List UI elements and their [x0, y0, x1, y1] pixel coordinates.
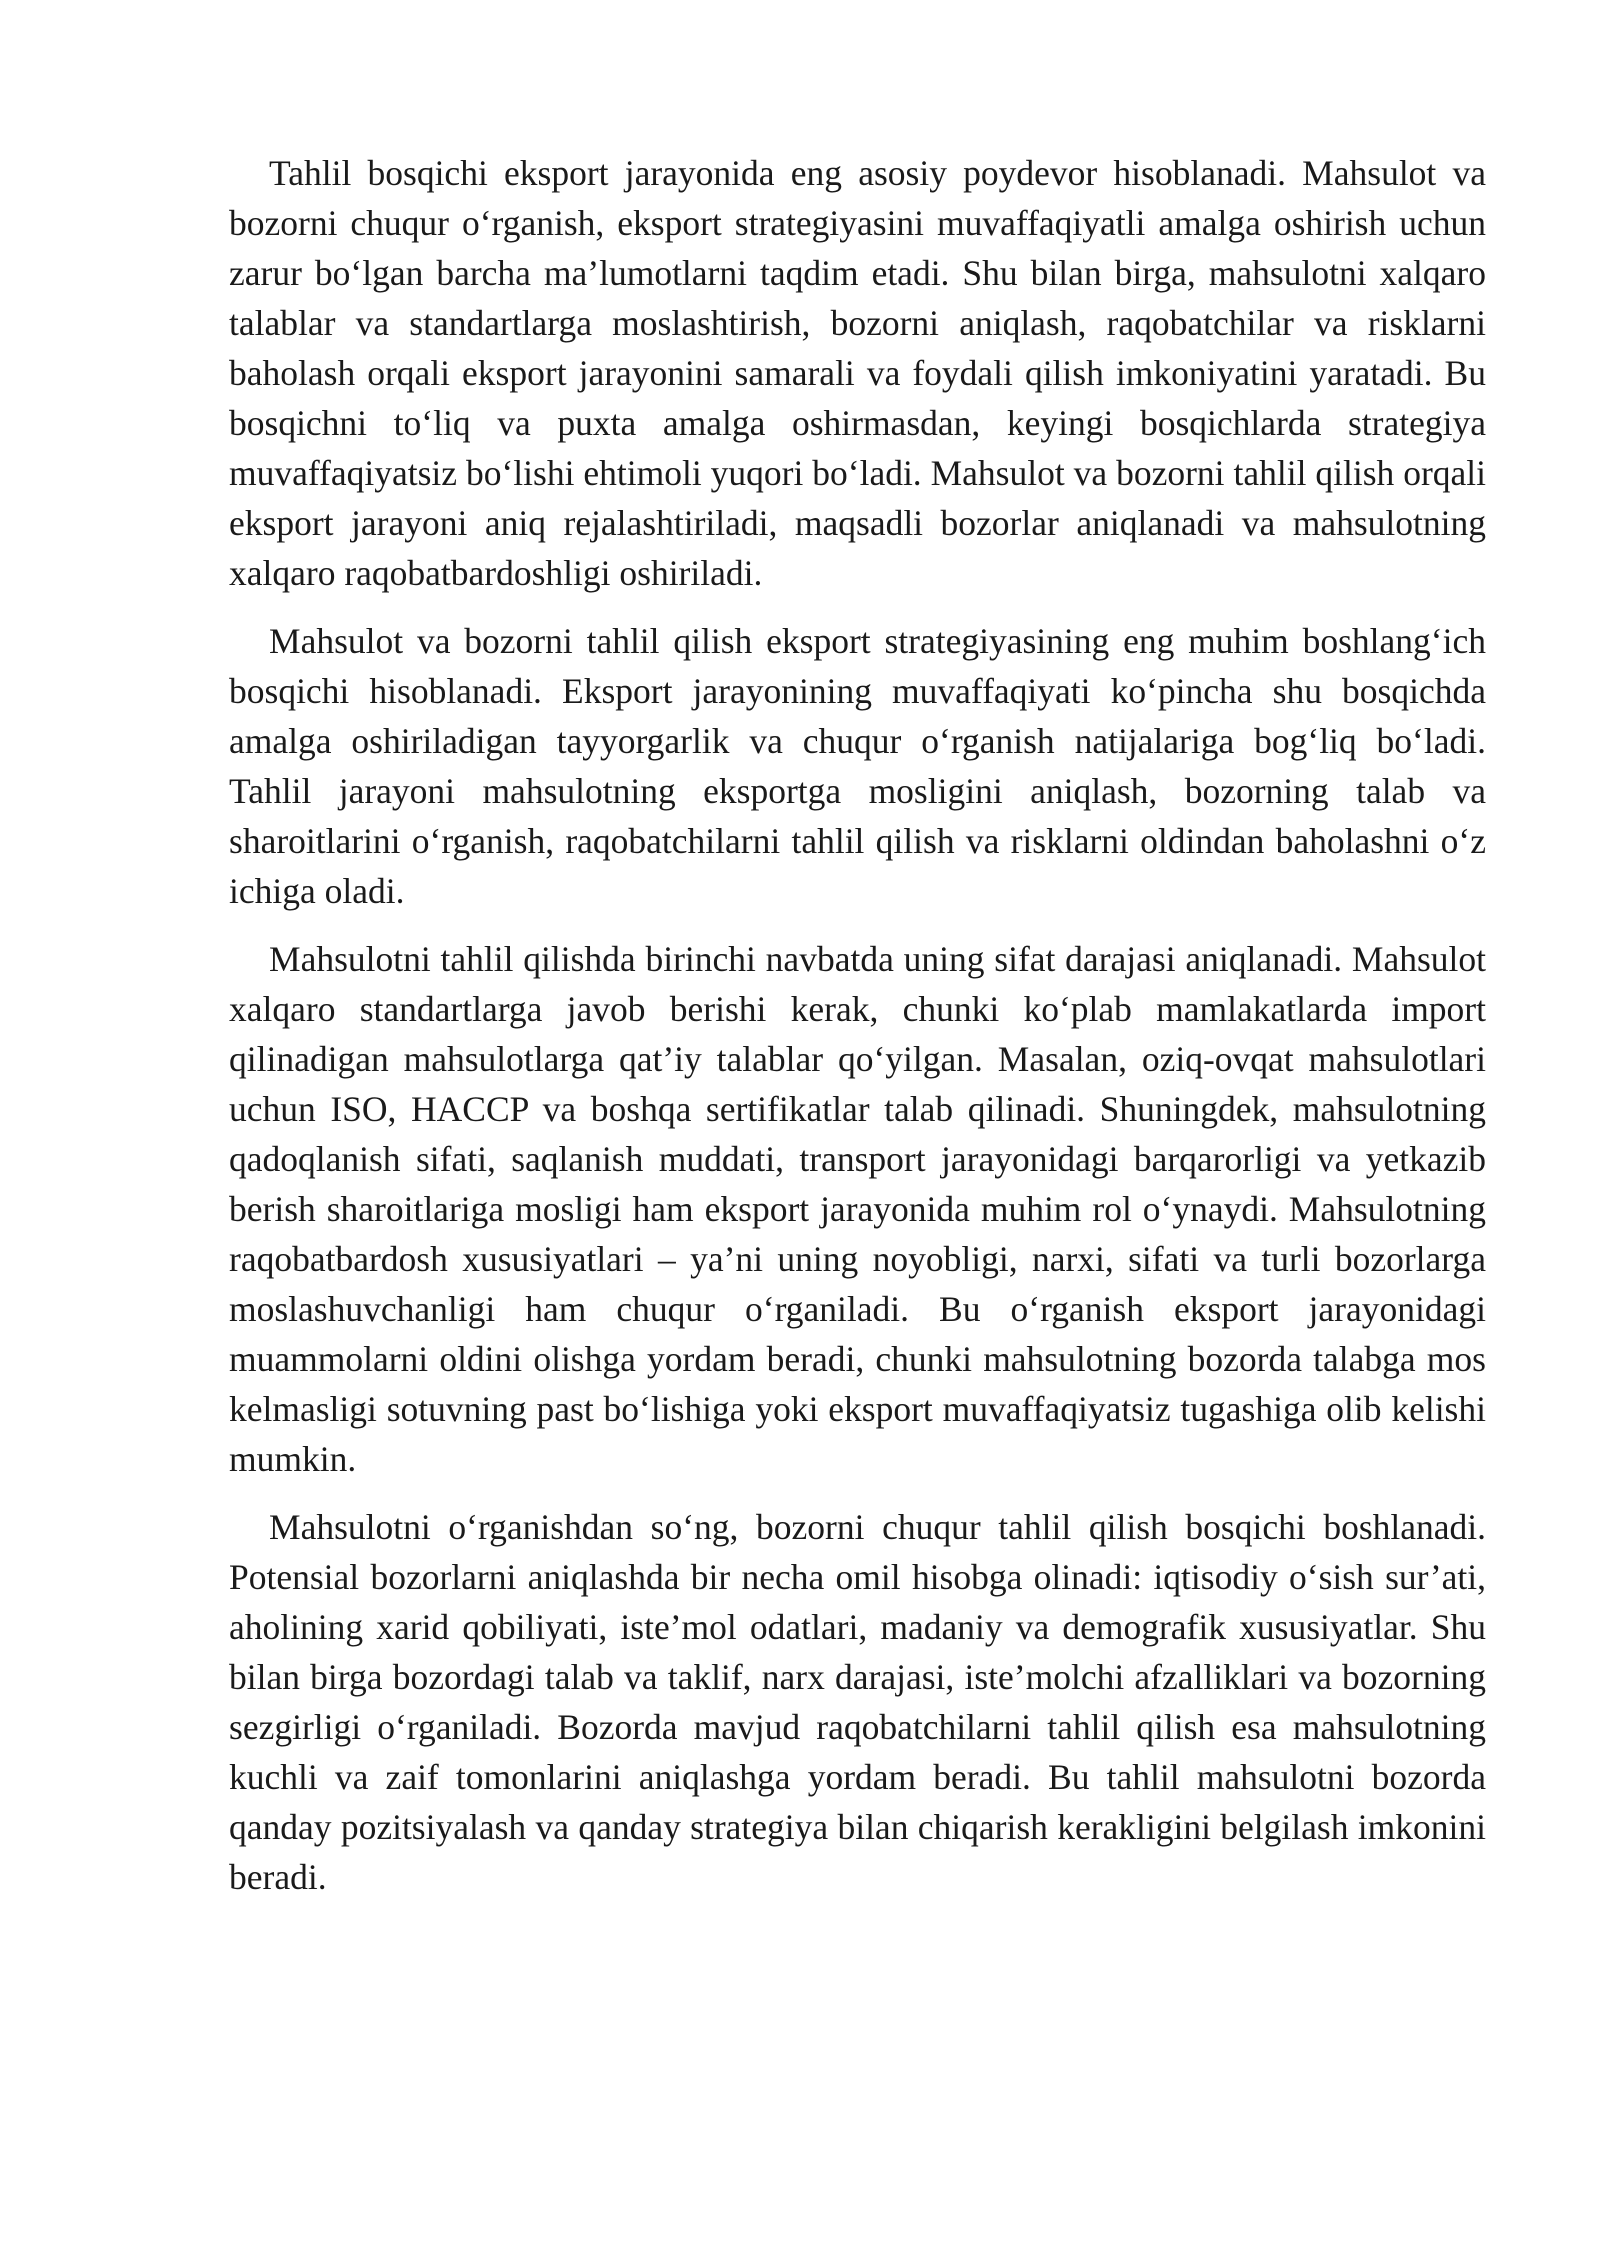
paragraph-4: Mahsulotni o‘rganishdan so‘ng, bozorni chuqur tahlil qilish bosqichi boshlanadi. Potensial bozorlarni aniqlashda bir necha omil hisobga olinadi: iqtisodiy o‘sish sur’ati, aholining xarid qobiliyati, iste’mol odatlari, madaniy va demografik xususiyatlar. Shu bilan birga bozordagi talab va taklif, narx darajasi, iste’molchi afzalliklari va bozorning sezgirligi o‘rganiladi. Bozorda mavjud raqobatchilarni tahlil qilish esa mahsulotning kuchli va zaif tomonlarini aniqlashga yordam beradi. Bu tahlil mahsulotni bozorda qanday pozitsiyalash va qanday strategiya bilan chiqarish kerakligini belgilash imkonini beradi. — [229, 1507, 1486, 1897]
paragraph-3: Mahsulotni tahlil qilishda birinchi navbatda uning sifat darajasi aniqlanadi. Mahsulot xalqaro standartlarga javob berishi kerak, chunki ko‘plab mamlakatlarda import qilinadigan mahsulotlarga qat’iy talablar qo‘yilgan. Masalan, oziq-ovqat mahsulotlari uchun ISO, HACCP va boshqa sertifikatlar talab qilinadi. Shuningdek, mahsulotning qadoqlanish sifati, saqlanish muddati, transport jarayonidagi barqarorligi va yetkazib berish sharoitlariga mosligi ham eksport jarayonida muhim rol o‘ynaydi. Mahsulotning raqobatbardosh xususiyatlari – ya’ni uning noyobligi, narxi, sifati va turli bozorlarga moslashuvchanligi ham chuqur o‘rganiladi. Bu o‘rganish eksport jarayonidagi muammolarni oldini olishga yordam beradi, chunki mahsulotning bozorda talabga mos kelmasligi sotuvning past bo‘lishiga yoki eksport muvaffaqiyatsiz tugashiga olib kelishi mumkin. — [229, 939, 1486, 1479]
paragraph-2: Mahsulot va bozorni tahlil qilish eksport strategiyasining eng muhim boshlang‘ich bosqichi hisoblanadi. Eksport jarayonining muvaffaqiyati ko‘pincha shu bosqichda amalga oshiriladigan tayyorgarlik va chuqur o‘rganish natijalariga bog‘liq bo‘ladi. Tahlil jarayoni mahsulotning eksportga mosligini aniqlash, bozorning talab va sharoitlarini o‘rganish, raqobatchilarni tahlil qilish va risklarni oldindan baholashni o‘z ichiga oladi. — [229, 621, 1486, 911]
body-text — [229, 148, 1486, 1920]
paragraph-1: Tahlil bosqichi eksport jarayonida eng asosiy poydevor hisoblanadi. Mahsulot va bozorni chuqur o‘rganish, eksport strategiyasini muvaffaqiyatli amalga oshirish uchun zarur bo‘lgan barcha ma’lumotlarni taqdim etadi. Shu bilan birga, mahsulotni xalqaro talablar va standartlarga moslashtirish, bozorni aniqlash, raqobatchilar va risklarni baholash orqali eksport jarayonini samarali va foydali qilish imkoniyatini yaratadi. Bu bosqichni to‘liq va puxta amalga oshirmasdan, keyingi bosqichlarda strategiya muvaffaqiyatsiz bo‘lishi ehtimoli yuqori bo‘ladi. Mahsulot va bozorni tahlil qilish orqali eksport jarayoni aniq rejalashtiriladi, maqsadli bozorlar aniqlanadi va mahsulotning xalqaro raqobatbardoshligi oshiriladi. — [229, 153, 1486, 593]
